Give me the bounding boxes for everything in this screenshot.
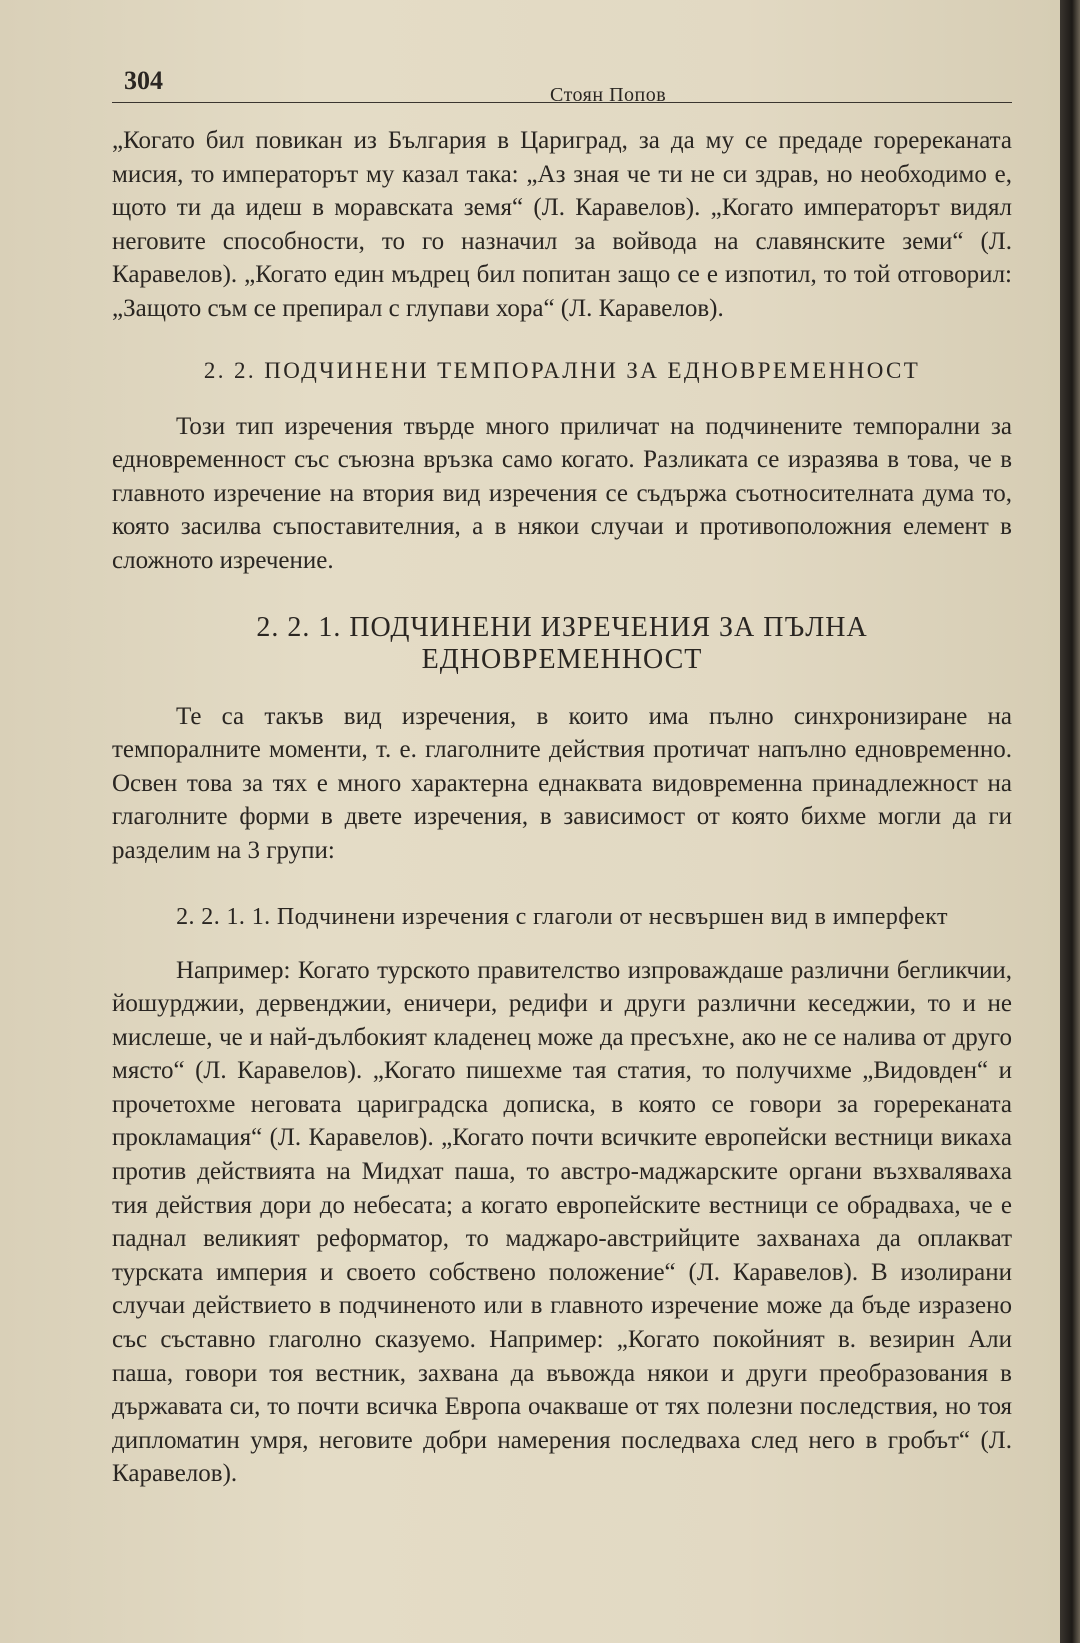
running-head-author: Стоян Попов: [550, 84, 667, 106]
paragraph-section-2-2: Този тип изречения твърде много приличат на подчинените темпорални за едновременност със съюзна връзка само когато. Разликата се изразява в това, че в главното изречение на втория вид изречения се съдържа съотносителната дума то, която засилва съпоставителния, а в някои случаи и противоположния елемент в сложното изречение.: [112, 412, 1012, 574]
section-heading-2-2-1: 2. 2. 1. ПОДЧИНЕНИ ИЗРЕЧЕНИЯ ЗА ПЪЛНА ЕДНОВРЕМЕННОСТ: [256, 611, 868, 675]
paragraph-section-2-2-1-1: Например: Когато турското правителство изпроваждаше различни бегликчии, йошурджии, дервенджии, еничери, редифи и други различни кеседжии, то и не мислеше, че и най-дълбокият кладенец може да пресъхне, ако не се налива от друго място“ (Л. Каравелов). „Когато пишехме тая статия, то получихме „Видовден“ и прочетохме неговата цариградска дописка, в която се говори за горереканата прокламация“ (Л. Каравелов). „Когато почти всичките европейски вестници викаха против действията на Мидхат паша, то австро-маджарските органи възхваляваха тия действия дори до небесата; а когато европейските вестници се обрадваха, че е паднал великият реформатор, то маджаро-австрийците захванаха да оплакват турската империя и своето собствено положение“ (Л. Каравелов). В изолирани случаи действието в подчиненото или в главното изречение може да бъде изразено със съставно глаголно сказуемо. Например: „Когато покойният в. везирин Али паша, говори тоя вестник, захвана да въвожда някои и други преобразования в държавата си, то почти всичка Европа очакваше от тях полезни последствия, но тоя дипломатин умря, неговите добри намерения последваха след него в гробът“ (Л. Каравелов).: [112, 956, 1012, 1488]
page-body: [112, 124, 1012, 1491]
book-edge: [1060, 0, 1080, 1643]
page-number: 304: [124, 66, 163, 95]
section-heading-2-2: 2. 2. ПОДЧИНЕНИ ТЕМПОРАЛНИ ЗА ЕДНОВРЕМЕННОСТ: [203, 357, 921, 383]
section-heading-2-2-1-1: 2. 2. 1. 1. Подчинени изречения с глаголи от несвършен вид в имперфект: [176, 903, 948, 930]
paragraph-section-2-2-1: Те са такъв вид изречения, в които има пълно синхронизиране на темпоралните моменти, т. е. глаголните действия протичат напълно едновременно. Освен това за тях е много характерна еднаквата видовременна принадлежност на глаголните форми в двете изречения, в зависимост от която бихме могли да ги разделим на 3 групи:: [112, 702, 1012, 864]
running-head: [112, 62, 1012, 106]
paragraph-examples-continued: „Когато бил повикан из България в Цариград, за да му се предаде горереканата мисия, то императорът му казал така: „Аз зная че ти не си здрав, но необходимо е, щото ти да идеш в моравската земя“ (Л. Каравелов). „Когато императорът видял неговите способности, то го назначил за войвода на славянските земи“ (Л. Каравелов). „Когато един мъдрец бил попитан защо се е изпотил, то той отговорил: „Защото съм се препирал с глупави хора“ (Л. Каравелов).: [112, 127, 1012, 322]
